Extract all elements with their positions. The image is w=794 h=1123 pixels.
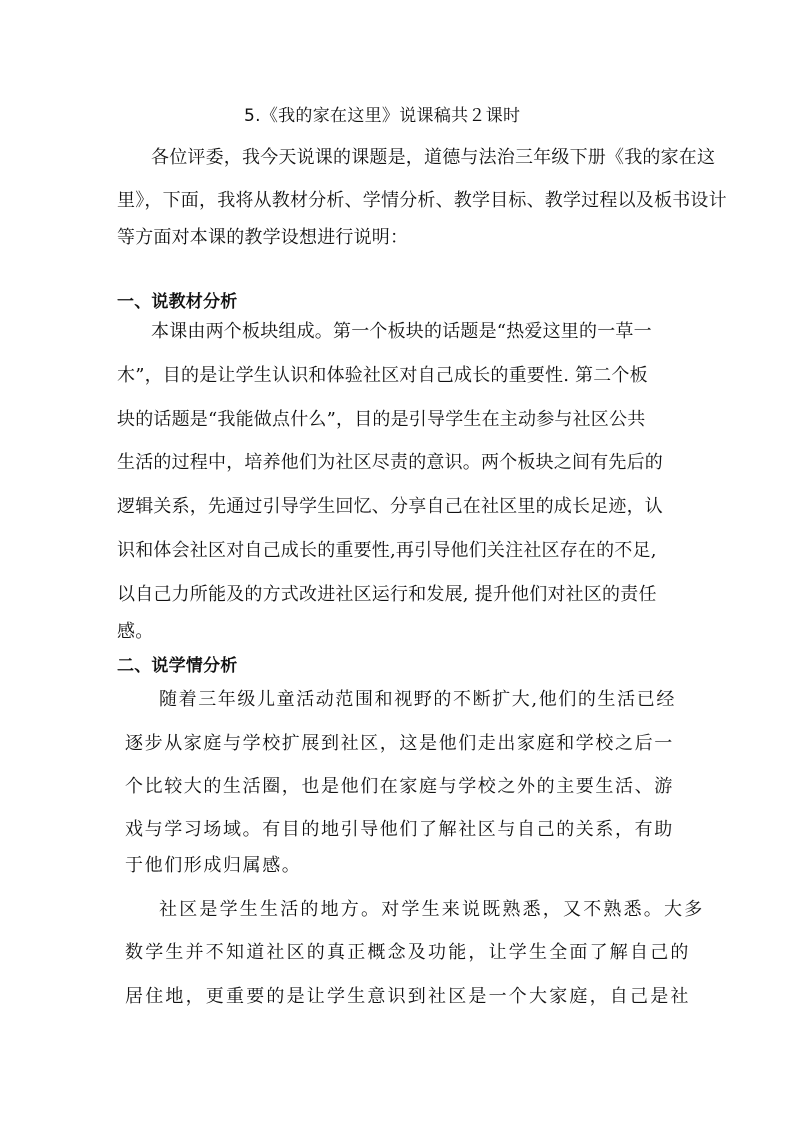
section2-heading: 二、说学情分析 bbox=[117, 656, 238, 676]
section1-line-6: 识和体会社区对自己成长的重要性,再引导他们关注社区存在的不足, bbox=[117, 540, 657, 561]
section1-line-8: 感。 bbox=[117, 621, 154, 642]
section2-para1-line-4: 戏与学习场域。有目的地引导他们了解社区与自己的关系，有助 bbox=[125, 819, 674, 840]
intro-line-1: 各位评委，我今天说课的课题是，道德与法治三年级下册《我的家在这 bbox=[151, 147, 716, 168]
section1-line-7: 以自己力所能及的方式改进社区运行和发展, 提升他们对社区的责任 bbox=[117, 584, 657, 605]
section2-para1-line-5: 于他们形成归属感。 bbox=[125, 855, 302, 876]
section2-para1-line-3: 个比较大的生活圈，也是他们在家庭与学校之外的主要生活、游 bbox=[125, 776, 674, 797]
section2-para2-line-3: 居住地，更重要的是让学生意识到社区是一个大家庭，自己是社 bbox=[125, 986, 691, 1007]
section1-line-2: 木”，目的是让学生认识和体验社区对自己成长的重要性. 第二个板 bbox=[117, 365, 648, 386]
document-title: 5.《我的家在这里》说课稿共２课时 bbox=[244, 106, 521, 126]
section2-para1-line-2: 逐步从家庭与学校扩展到社区，这是他们走出家庭和学校之后一 bbox=[125, 733, 674, 754]
section1-line-4: 生活的过程中，培养他们为社区尽责的意识。两个板块之间有先后的 bbox=[117, 452, 663, 473]
section2-para1-line-1: 随着三年级儿童活动范围和视野的不断扩大,他们的生活已经 bbox=[159, 689, 676, 710]
section2-para2-line-1: 社区是学生生活的地方。对学生来说既熟悉，又不熟悉。大多 bbox=[159, 899, 705, 920]
section2-para2-line-2: 数学生并不知道社区的真正概念及功能，让学生全面了解自己的 bbox=[125, 942, 691, 963]
section1-line-5: 逻辑关系，先通过引导学生回忆、分享自己在社区里的成长足迹，认 bbox=[117, 496, 663, 517]
intro-line-3: 等方面对本课的教学设想进行说明： bbox=[117, 227, 409, 248]
section1-line-1: 本课由两个板块组成。第一个板块的话题是“热爱这里的一草一 bbox=[151, 321, 652, 342]
section1-heading: 一、说教材分析 bbox=[117, 292, 238, 312]
section1-line-3: 块的话题是“我能做点什么”，目的是引导学生在主动参与社区公共 bbox=[117, 409, 646, 430]
intro-line-2: 里》，下面，我将从教材分析、学情分析、教学目标、教学过程以及板书设计 bbox=[117, 190, 727, 211]
